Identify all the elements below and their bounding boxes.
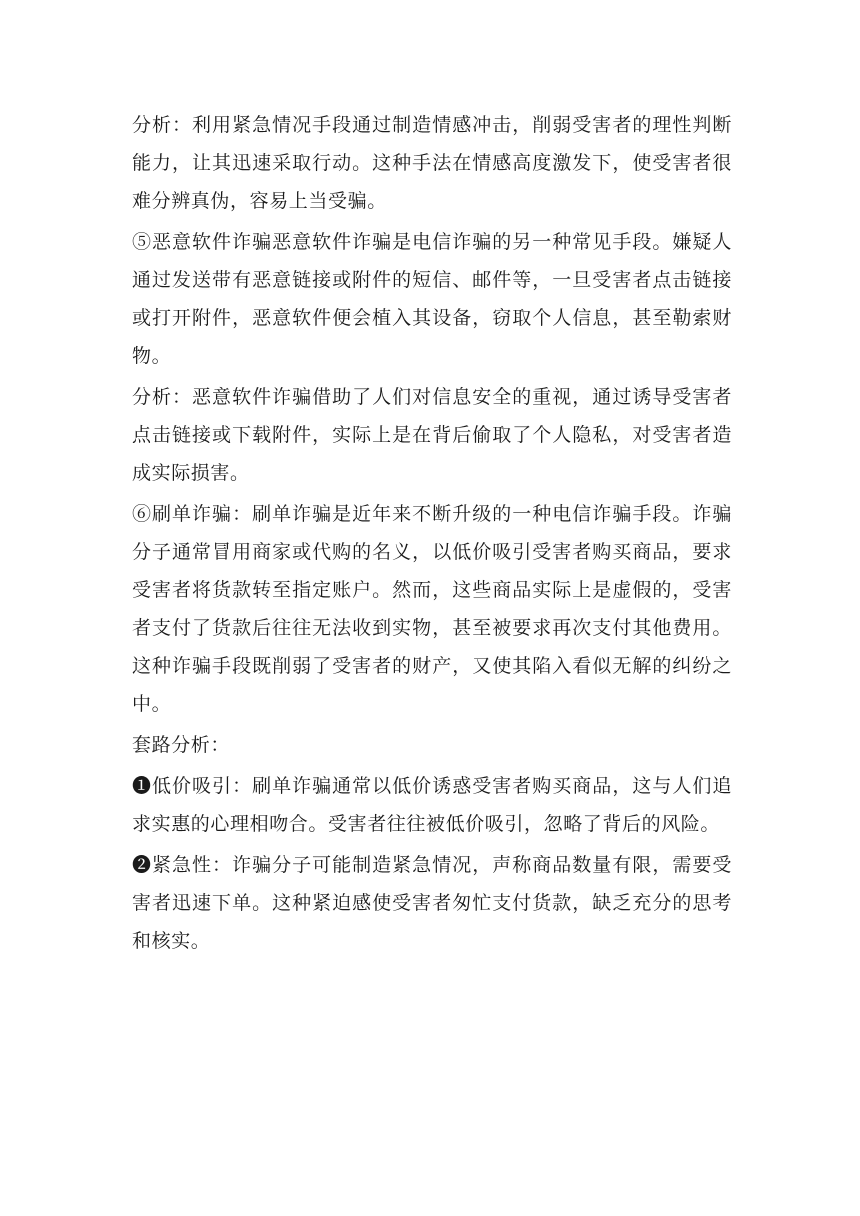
document-page xyxy=(132,106,732,963)
paragraph-malware-scam: ⑤恶意软件诈骗恶意软件诈骗是电信诈骗的另一种常见手段。嫌疑人通过发送带有恶意链接或附件的短信、邮件等，一旦受害者点击链接或打开附件，恶意软件便会植入其设备，窃取个人信息，甚至勒索财物。 xyxy=(132,231,732,367)
paragraph-brushing-scam: ⑥刷单诈骗：刷单诈骗是近年来不断升级的一种电信诈骗手段。诈骗分子通常冒用商家或代购的名义，以低价吸引受害者购买商品，要求受害者将货款转至指定账户。然而，这些商品实际上是虚假的，受害者支付了货款后往往无法收到实物，甚至被要求再次支付其他费用。这种诈骗手段既削弱了受害者的财产，又使其陷入看似无解的纠纷之中。 xyxy=(132,503,732,715)
paragraph-tactic-low-price: ❶低价吸引：刷单诈骗通常以低价诱惑受害者购买商品，这与人们追求实惠的心理相吻合。受害者往往被低价吸引，忽略了背后的风险。 xyxy=(132,775,732,835)
paragraph-analysis-malware: 分析：恶意软件诈骗借助了人们对信息安全的重视，通过诱导受害者点击链接或下载附件，实际上是在背后偷取了个人隐私，对受害者造成实际损害。 xyxy=(132,386,732,484)
paragraph-tactics-heading: 套路分析： xyxy=(132,734,231,756)
paragraph-analysis-urgency: 分析：利用紧急情况手段通过制造情感冲击，削弱受害者的理性判断能力，让其迅速采取行动。这种手法在情感高度激发下，使受害者很难分辨真伪，容易上当受骗。 xyxy=(132,114,732,212)
paragraph-tactic-urgency: ❷紧急性：诈骗分子可能制造紧急情况，声称商品数量有限，需要受害者迅速下单。这种紧迫感使受害者匆忙支付货款，缺乏充分的思考和核实。 xyxy=(132,854,732,952)
